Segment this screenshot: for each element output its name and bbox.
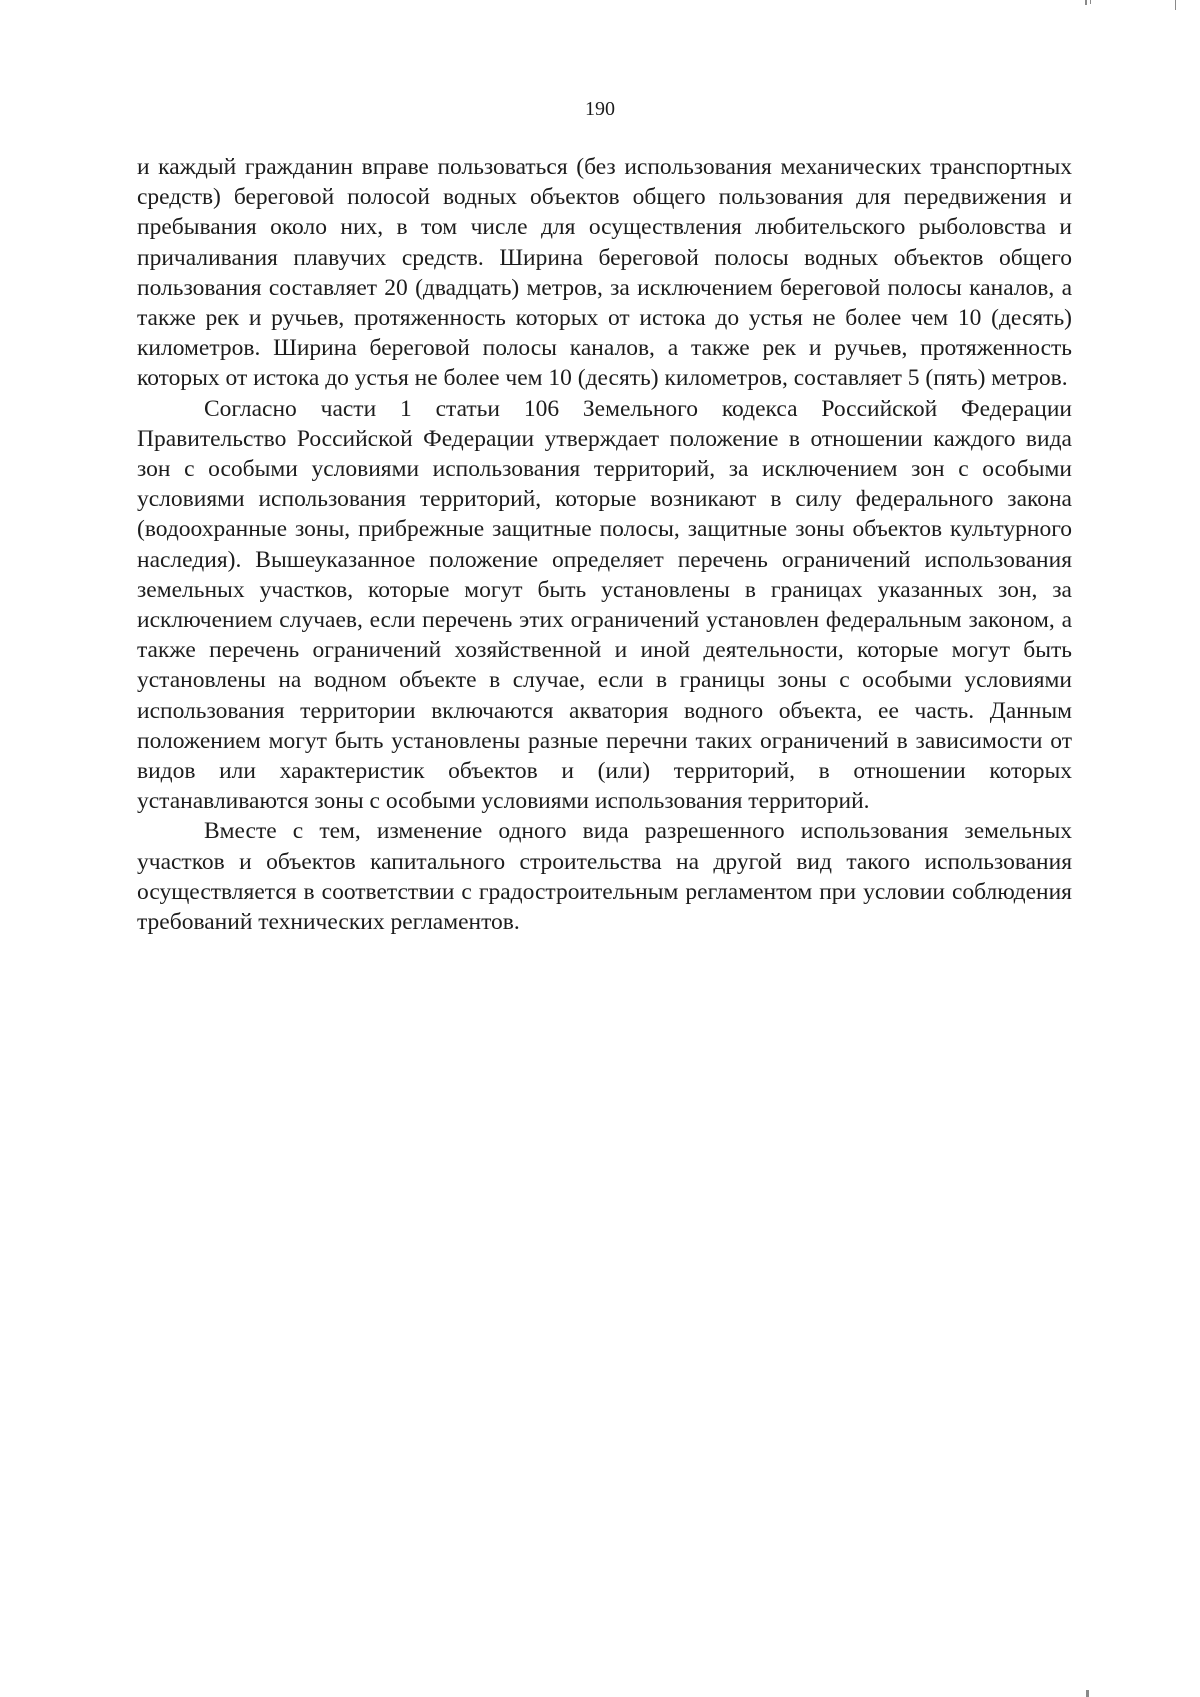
paragraph-2: Согласно части 1 статьи 106 Земельного кодекса Российской Федерации Правительство Российской Федерации утверждает положение в отношении каждого вида зон с особыми условиями использования территорий, за исключением зон с особыми условиями использования территорий, которые возникают в силу федерального закона (водоохранные зоны, прибрежные защитные полосы, защитные зоны объектов культурного наследия). Вышеуказанное положение определяет перечень ограничений использования земельных участков, которые могут быть установлены в границах указанных зон, за исключением случаев, если перечень этих ограничений установлен федеральным законом, а также перечень ограничений хозяйственной и иной деятельности, которые могут быть установлены на водном объекте в случае, если в границы зоны с особыми условиями использования территории включаются акватория водного объекта, ее часть. Данным положением могут быть установлены разные перечни таких ограничений в зависимости от видов или характеристик объектов и (или) территорий, в отношении которых устанавливаются зоны с особыми условиями использования территорий. xyxy=(137,395,1072,815)
scan-artifact-mark xyxy=(1090,0,1091,4)
page-number: 190 xyxy=(585,98,615,120)
scan-artifact-mark xyxy=(1175,0,1176,10)
scan-artifact-mark xyxy=(1086,1690,1089,1697)
scan-artifact-mark xyxy=(1085,0,1087,5)
document-body xyxy=(137,152,1072,937)
paragraph-1: и каждый гражданин вправе пользоваться (без использования механических транспортных средств) береговой полосой водных объектов общего пользования для передвижения и пребывания около них, в том числе для осуществления любительского рыболовства и причаливания плавучих средств. Ширина береговой полосы водных объектов общего пользования составляет 20 (двадцать) метров, за исключением береговой полосы каналов, а также рек и ручьев, протяженность которых от истока до устья не более чем 10 (десять) километров. Ширина береговой полосы каналов, а также рек и ручьев, протяженность которых от истока до устья не более чем 10 (десять) километров, составляет 5 (пять) метров. xyxy=(137,154,1072,392)
paragraph-3: Вместе с тем, изменение одного вида разрешенного использования земельных участков и объектов капитального строительства на другой вид такого использования осуществляется в соответствии с градостроительным регламентом при условии соблюдения требований технических регламентов. xyxy=(137,818,1072,936)
